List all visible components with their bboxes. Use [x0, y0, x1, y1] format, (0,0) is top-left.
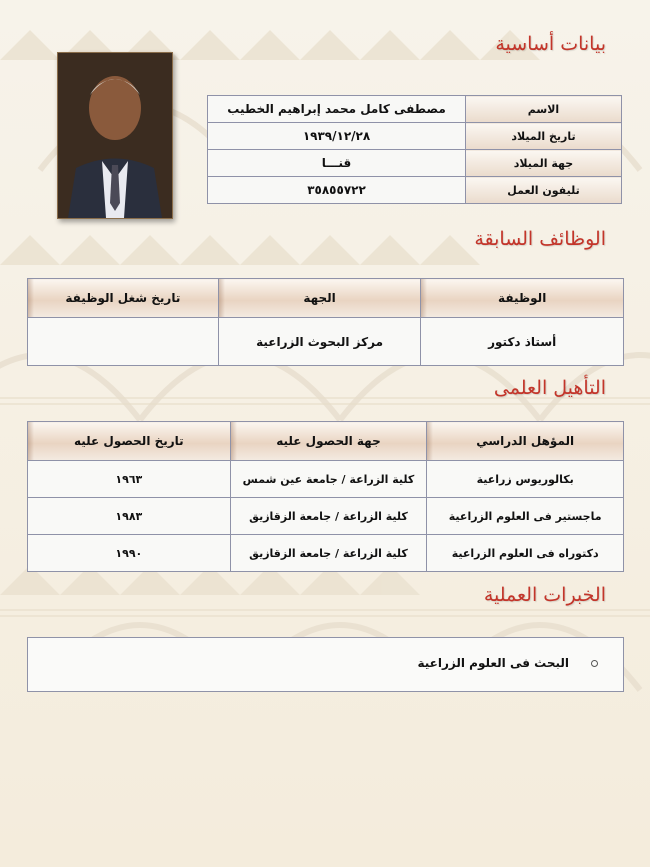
column-header: الوظيفة — [421, 279, 624, 318]
experience-text: البحث فى العلوم الزراعية — [417, 656, 569, 670]
table-row — [28, 461, 624, 498]
basic-info-table — [207, 95, 622, 204]
table-row — [208, 123, 622, 150]
table-row — [208, 150, 622, 177]
table-cell: كلية الزراعة / جامعة الزقازيق — [230, 535, 427, 572]
column-header: تاريخ شغل الوظيفة — [28, 279, 219, 318]
label-cell: الاسم — [466, 96, 622, 123]
table-cell: مركز البحوث الزراعية — [218, 318, 421, 366]
qualifications-table — [27, 421, 624, 572]
label-cell: تليفون العمل — [466, 177, 622, 204]
table-cell: بكالوريوس زراعية — [427, 461, 624, 498]
table-header-row — [28, 279, 624, 318]
section-title-basic: بيانات أساسية — [495, 33, 606, 55]
bullet-icon — [591, 660, 598, 667]
label-cell: جهة الميلاد — [466, 150, 622, 177]
portrait-image — [58, 53, 172, 218]
table-row — [28, 535, 624, 572]
table-row — [28, 498, 624, 535]
previous-jobs-table — [27, 278, 624, 366]
column-header: الجهة — [218, 279, 421, 318]
table-cell: أستاذ دكتور — [421, 318, 624, 366]
value-cell: مصطفى كامل محمد إبراهيم الخطيب — [208, 96, 466, 123]
value-cell: قنـــا — [208, 150, 466, 177]
table-row — [208, 96, 622, 123]
table-header-row — [28, 422, 624, 461]
section-title-previous-jobs: الوظائف السابقة — [474, 228, 606, 250]
table-cell: ماجستير فى العلوم الزراعية — [427, 498, 624, 535]
table-cell: كلية الزراعة / جامعة الزقازيق — [230, 498, 427, 535]
table-cell: ١٩٩٠ — [28, 535, 231, 572]
value-cell: ١٩٣٩/١٢/٢٨ — [208, 123, 466, 150]
table-row — [28, 318, 624, 366]
table-cell: دكتوراه فى العلوم الزراعية — [427, 535, 624, 572]
column-header: المؤهل الدراسي — [427, 422, 624, 461]
value-cell: ٣٥٨٥٥٧٢٢ — [208, 177, 466, 204]
column-header: جهة الحصول عليه — [230, 422, 427, 461]
profile-photo — [57, 52, 173, 219]
table-cell: كلية الزراعة / جامعة عين شمس — [230, 461, 427, 498]
section-title-experience: الخبرات العملية — [483, 584, 606, 606]
label-cell: تاريخ الميلاد — [466, 123, 622, 150]
list-item — [418, 656, 599, 670]
table-cell — [28, 318, 219, 366]
section-title-qualification: التأهيل العلمى — [493, 377, 606, 399]
table-cell: ١٩٦٣ — [28, 461, 231, 498]
column-header: تاريخ الحصول عليه — [28, 422, 231, 461]
table-cell: ١٩٨٣ — [28, 498, 231, 535]
experience-box — [27, 637, 624, 692]
table-row — [208, 177, 622, 204]
